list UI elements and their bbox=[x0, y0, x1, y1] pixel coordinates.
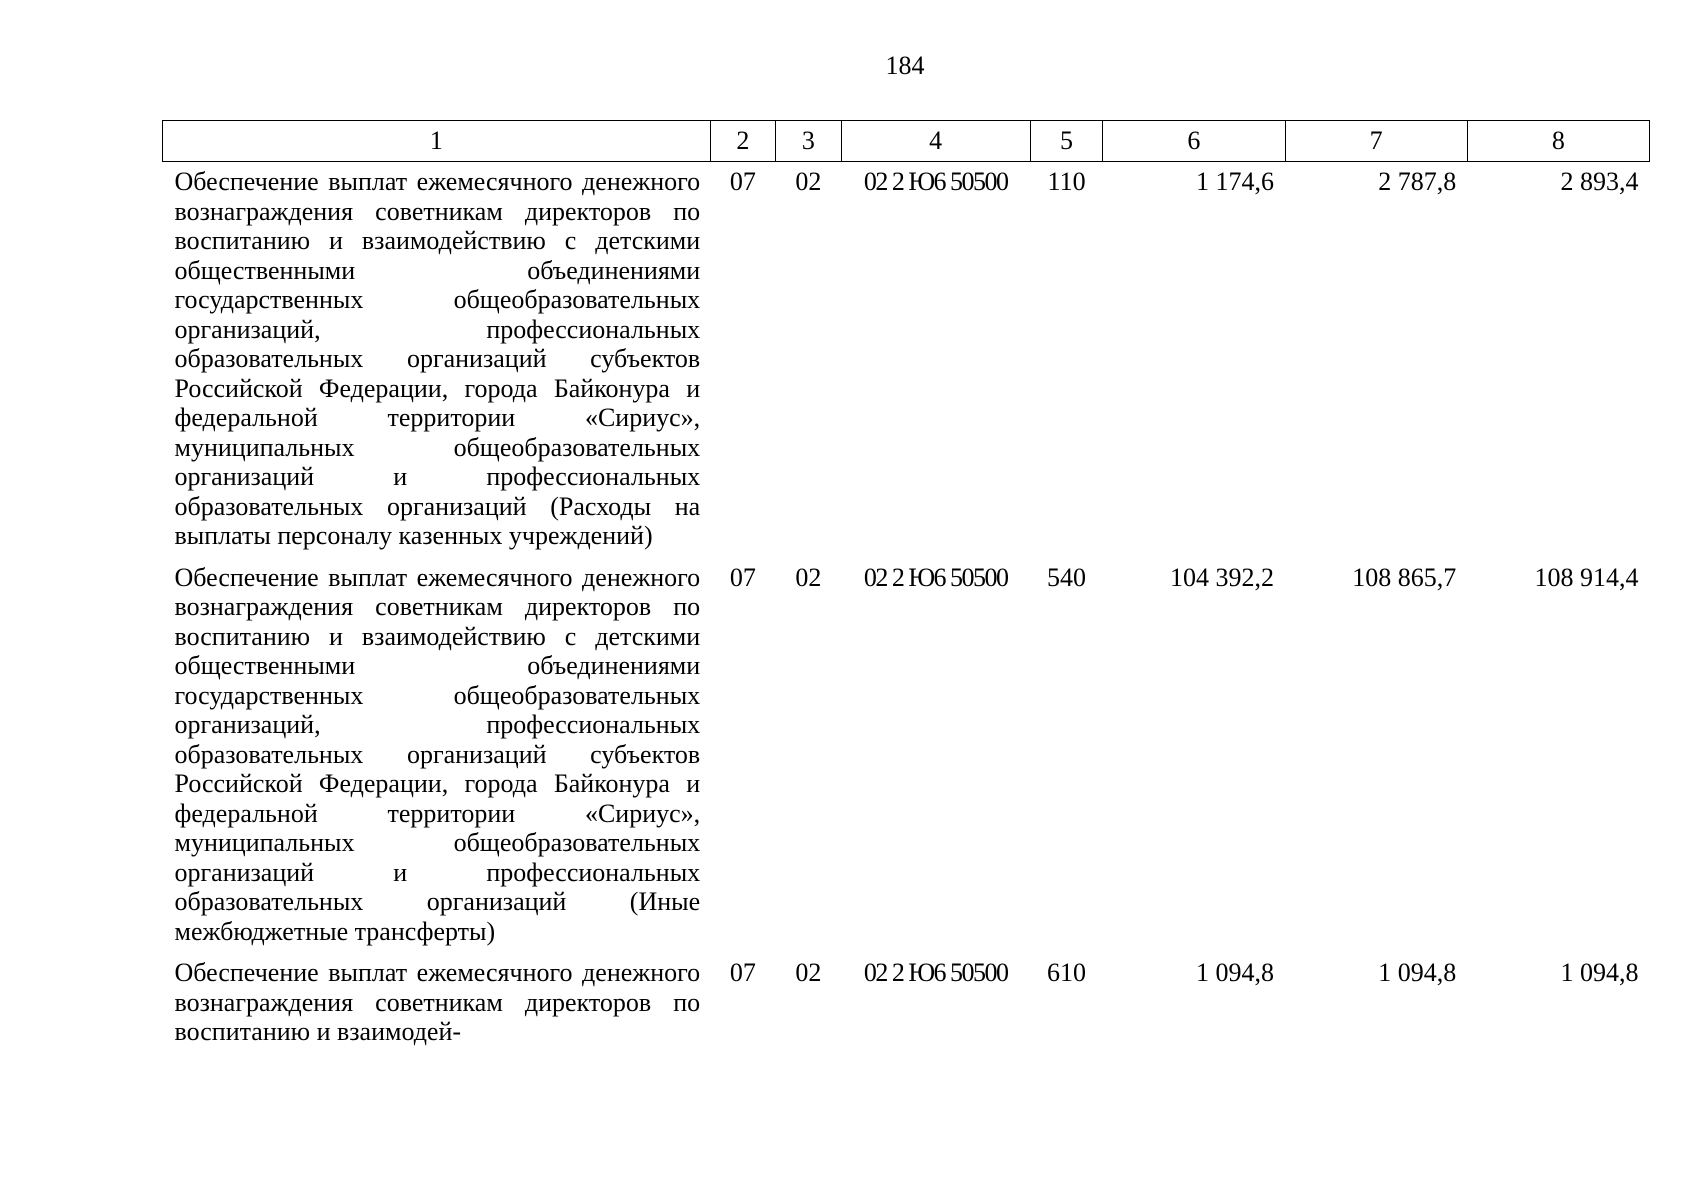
row-section-code: 07 bbox=[729, 958, 756, 987]
row-amount-col7: 1 094,8 bbox=[1378, 958, 1457, 987]
row-amount-col8: 108 914,4 bbox=[1534, 562, 1639, 592]
row-description: Обеспечение выплат ежемесячного денежного вознаграждения советникам директоров по воспитанию и взаимодействию с детскими общественными объединениями государственных общеобразовательных организаций, профессиональных образовательных организаций субъектов Российской Федерации, города Байконура и федеральной территории «Сириус», муниципальных общеобразовательных организаций и профессиональных образовательных организаций (Расходы на выплаты персоналу казенных учреждений) bbox=[174, 167, 701, 550]
header-col-8: 8 bbox=[1467, 121, 1649, 162]
row-description: Обеспечение выплат ежемесячного денежного вознаграждения советникам директоров по воспитанию и взаимодействию с детскими общественными объединениями государственных общеобразовательных организаций, профессиональных образовательных организаций субъектов Российской Федерации, города Байконура и федеральной территории «Сириус», муниципальных общеобразовательных организаций и профессиональных образовательных организаций (Иные межбюджетные трансферты) bbox=[174, 562, 701, 946]
row-section-code: 07 bbox=[729, 167, 756, 196]
header-col-1: 1 bbox=[163, 121, 711, 162]
row-amount-col7: 2 787,8 bbox=[1378, 167, 1457, 196]
row-amount-col6: 1 174,6 bbox=[1196, 167, 1275, 196]
row-description: Обеспечение выплат ежемесячного денежного вознаграждения советникам директоров по воспитанию и взаимодей- bbox=[174, 958, 701, 1046]
header-col-7: 7 bbox=[1285, 121, 1467, 162]
page-number: 184 bbox=[885, 51, 925, 80]
header-row bbox=[163, 121, 1650, 162]
row-subsection-code: 02 bbox=[795, 958, 822, 987]
table-header bbox=[163, 121, 1650, 162]
header-col-4: 4 bbox=[841, 121, 1030, 162]
row-amount-col8: 2 893,4 bbox=[1560, 167, 1639, 196]
row-expense-type: 540 bbox=[1047, 562, 1087, 592]
row-target-article: 02 2 Ю6 50500 bbox=[863, 562, 1008, 592]
budget-table bbox=[162, 120, 1650, 1047]
row-subsection-code: 02 bbox=[795, 167, 822, 196]
row-amount-col6: 1 094,8 bbox=[1196, 958, 1275, 987]
row-section-code: 07 bbox=[729, 562, 756, 592]
table-row bbox=[163, 563, 1650, 947]
row-expense-type: 110 bbox=[1047, 167, 1086, 196]
row-expense-type: 610 bbox=[1047, 958, 1087, 987]
header-col-2: 2 bbox=[710, 121, 775, 162]
row-amount-col6: 104 392,2 bbox=[1170, 562, 1275, 592]
row-target-article: 02 2 Ю6 50500 bbox=[863, 958, 1008, 987]
row-subsection-code: 02 bbox=[795, 562, 822, 592]
header-col-3: 3 bbox=[776, 121, 841, 162]
row-target-article: 02 2 Ю6 50500 bbox=[863, 167, 1008, 196]
table-row bbox=[163, 167, 1650, 551]
row-amount-col8: 1 094,8 bbox=[1560, 958, 1639, 987]
row-amount-col7: 108 865,7 bbox=[1352, 562, 1457, 592]
table-body bbox=[163, 162, 1650, 1047]
header-col-5: 5 bbox=[1030, 121, 1102, 162]
table-row bbox=[163, 958, 1650, 1047]
header-col-6: 6 bbox=[1103, 121, 1285, 162]
